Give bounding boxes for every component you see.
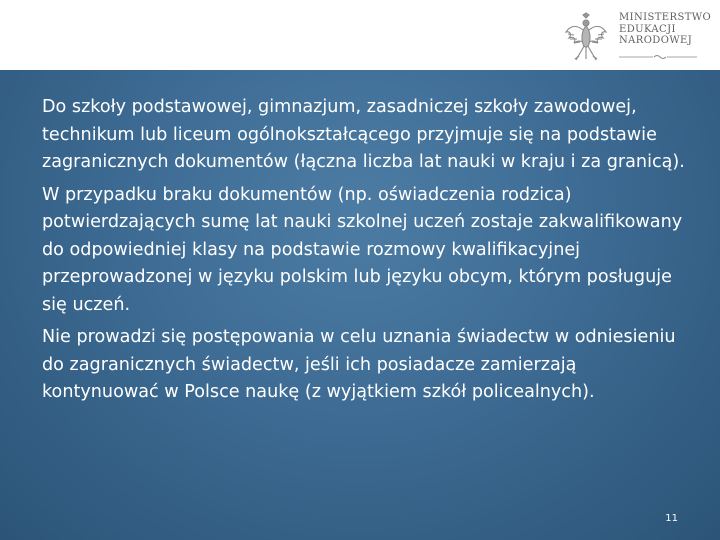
paragraph-qualification: W przypadku braku dokumentów (np. oświadczenia rodzica) potwierdzających sumę lat nauki szkolnej uczeń zostaje zakwalifikowany do odpowiedniej klasy na podstawie rozmowy kwalifikacyjnej przeprowadzonej w języku polskim lub języku obcym, którym posługuje się uczeń. — [42, 184, 683, 315]
ministry-logo — [564, 8, 714, 64]
paragraph-recognition: Nie prowadzi się postępowania w celu uznania świadectw w odniesieniu do zagranicznych świadectw, jeśli ich posiadacze zamierzają kontynuować w Polsce naukę (z wyjątkiem szkół policealnych). — [42, 327, 676, 402]
page-number: 11 — [665, 513, 678, 524]
ministry-name-line1: MINISTERSTWO — [619, 12, 712, 23]
ministry-name-line3: NARODOWEJ — [619, 35, 693, 46]
logo-underline-flourish — [619, 54, 697, 60]
ministry-name-line2: EDUKACJI — [619, 23, 676, 35]
paragraph-admission: Do szkoły podstawowej, gimnazjum, zasadniczej szkoły zawodowej, technikum lub liceum ogólnokształcącego przyjmuje się na podstawie zagranicznych dokumentów (łączna liczba lat nauki w kraju i za granicą). — [42, 97, 685, 172]
header-bar — [0, 0, 720, 70]
ministry-name — [619, 12, 711, 47]
slide-content — [42, 94, 694, 412]
polish-eagle-icon — [564, 12, 608, 62]
slide-body — [0, 70, 720, 540]
